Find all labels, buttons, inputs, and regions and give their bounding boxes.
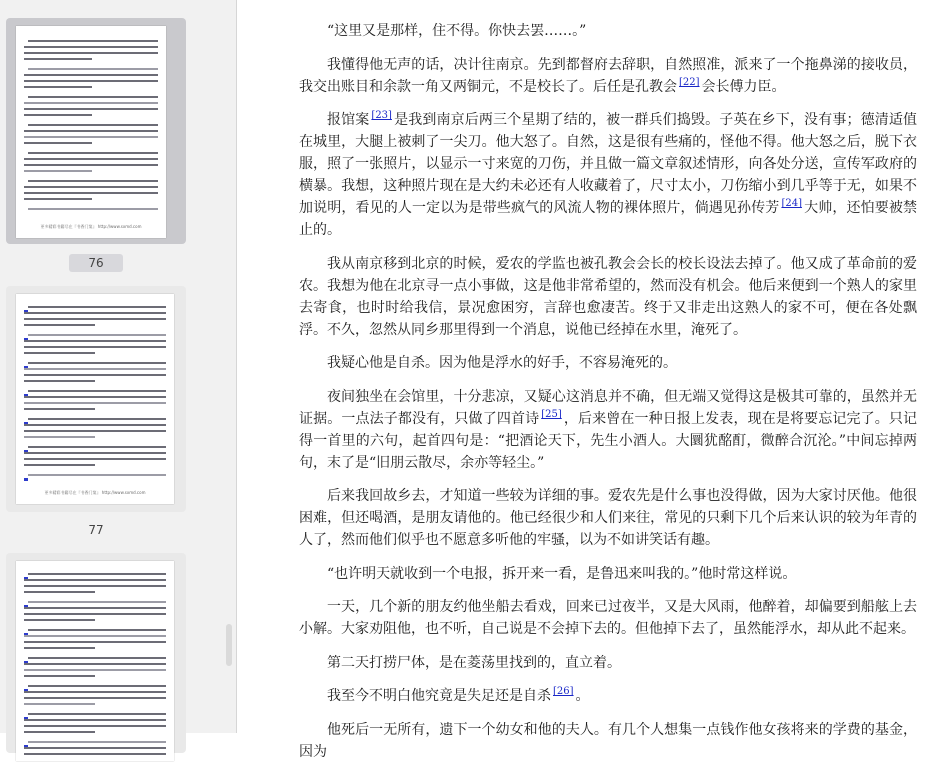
paragraph-text: 我懂得他无声的话，决计往南京。先到都督府去辞职，自然照准，派来了一个拖鼻涕的接收员，我交出账目和余款一角又两铜元，不是校长了。后任是孔教会: [299, 56, 917, 95]
thumbnail-text-line: [24, 719, 166, 721]
thumbnail-text-line: [28, 152, 158, 154]
thumbnail-text-line: [24, 585, 166, 587]
page-number-label: 77: [88, 523, 104, 537]
paragraph: [299, 719, 917, 763]
thumbnail-text-line: [24, 368, 166, 370]
thumbnail-text-line: [24, 697, 166, 699]
thumbnail-text-line: [24, 402, 166, 404]
thumbnail-text-line: [28, 334, 166, 336]
thumbnail-text-line: [24, 464, 95, 466]
thumbnail-text-line: [24, 424, 166, 426]
thumbnail-text-line: [24, 452, 166, 454]
thumbnail-text-line: [28, 40, 158, 42]
thumbnail-sidebar: [0, 0, 237, 733]
footnote-link-23[interactable]: [23]: [371, 110, 392, 122]
paragraph-text: 第二天打捞尸体，是在菱荡里找到的，直立着。: [327, 654, 621, 671]
thumbnail-text-line: [24, 725, 166, 727]
paragraph: [299, 652, 917, 674]
paragraph: [299, 596, 917, 640]
paragraph-text: 我从南京移到北京的时候，爱农的学监也被孔教会会长的校长设法去掉了。他又成了革命前的爱农。我想为他在北京寻一点小事做，这是他非常希望的，然而没有机会。他后来便到一个熟人的家里去寄食，也时时给我信，景况愈困穷，言辞也愈凄苦。终于又非走出这熟人的家不可，便在各处飘浮。不久，忽然从同乡那里得到一个消息，说他已经掉在水里，淹死了。: [299, 255, 917, 338]
thumbnail-text-line: [28, 362, 166, 364]
paragraph-text: ，后来曾在一种日报上发表，现在是将要忘记完了。只记得一首里的六句，起首四句是：“把酒论天下，先生小酒人。大圜犹酩酊，微醉合沉沦。”中间忘掉两句，末了是“旧朋云散尽，余亦等轻尘。”: [299, 410, 918, 471]
thumbnail-text-line: [24, 731, 95, 733]
thumbnail-text-line: [24, 430, 166, 432]
thumbnail-text-line: [24, 192, 158, 194]
thumbnail-text-line: [28, 629, 166, 631]
thumbnail-text-line: [24, 691, 166, 693]
thumbnail-text-line: [24, 186, 158, 188]
page-thumbnail-77[interactable]: [6, 286, 186, 512]
paragraph: [299, 685, 917, 707]
thumbnail-text-line: [24, 436, 95, 438]
paragraph: [299, 386, 917, 474]
paragraph: [299, 253, 917, 341]
thumbnail-text-line: [28, 418, 166, 420]
thumbnail-text-line: [28, 390, 166, 392]
thumbnail-text-line: [28, 124, 158, 126]
document-page-text: [299, 20, 917, 774]
thumbnail-text-line: [24, 675, 95, 677]
thumbnail-text-line: [24, 102, 158, 104]
thumbnail-text-line: [24, 108, 158, 110]
thumbnail-text-line: [24, 142, 92, 144]
thumbnail-text-line: [24, 380, 95, 382]
thumbnail-text-line: [24, 114, 92, 116]
thumbnail-text-line: [24, 607, 166, 609]
thumbnail-text-line: [24, 458, 166, 460]
thumbnail-text-line: [24, 641, 166, 643]
thumbnail-text-line: [24, 74, 158, 76]
thumbnail-text-line: [28, 474, 166, 476]
thumbnail-text-line: [24, 619, 95, 621]
thumbnail-text-line: [24, 663, 166, 665]
thumbnail-text-line: [24, 703, 95, 705]
paragraph-text: 他死后一无所有，遗下一个幼女和他的夫人。有几个人想集一点钱作他女孩将来的学费的基金，因为: [299, 721, 917, 760]
page-thumbnail-76[interactable]: [6, 18, 186, 244]
thumbnail-text-line: [24, 130, 158, 132]
thumbnail-text-line: [24, 613, 166, 615]
paragraph: [299, 563, 917, 585]
paragraph-text: 后来我回故乡去，才知道一些较为详细的事。爱农先是什么事也没得做，因为大家讨厌他。他很困难，但还喝酒，是朋友请他的。他已经很少和人们来往，常见的只剩下几个后来认识的较为年青的人了，然而他们似乎也不愿意多听他的牢骚，以为不如讲笑话有趣。: [299, 488, 917, 548]
thumbnail-text-line: [24, 579, 166, 581]
sidebar-scrollbar[interactable]: [226, 624, 232, 666]
thumbnail-text-line: [24, 591, 95, 593]
thumbnail-text-line: [24, 80, 158, 82]
thumbnail-text-line: [24, 346, 166, 348]
thumbnail-footer: 更多精彩书籍尽在『书香门第』 http://www.sxmd.com: [44, 490, 146, 495]
thumbnail-text-line: [28, 96, 158, 98]
page-thumbnail-image: [16, 294, 174, 504]
paragraph: [299, 109, 917, 241]
document-view: [237, 0, 934, 760]
thumbnail-text-line: [24, 52, 158, 54]
paragraph-text: 我疑心他是自杀。因为他是浮水的好手，不容易淹死的。: [327, 355, 677, 371]
paragraph-text: 。: [575, 688, 590, 704]
page-number-label: 76: [69, 254, 123, 272]
paragraph-text: 一天，几个新的朋友约他坐船去看戏，回来已过夜半，又是大风雨，他醉着，却偏要到船舷上去小解。大家劝阻他，也不听，自己说是不会掉下去的。但他掉下去了，虽然能浮水，却从此不起来。: [299, 599, 917, 637]
thumbnail-text-line: [24, 669, 166, 671]
thumbnail-footnote-mark: [24, 478, 28, 481]
thumbnail-text-line: [24, 136, 158, 138]
thumbnail-text-line: [28, 657, 166, 659]
thumbnail-text-line: [28, 68, 158, 70]
thumbnail-text-line: [24, 374, 166, 376]
paragraph-text: 我至今不明白他究竟是失足还是自杀: [327, 688, 551, 704]
footnote-link-24[interactable]: [24]: [781, 198, 802, 210]
paragraph-text: 报馆案: [327, 112, 370, 128]
paragraph-text: “也许明天就收到一个电报，拆开来一看，是鲁迅来叫我的。”他时常这样说。: [327, 565, 797, 582]
thumbnail-text-line: [24, 164, 158, 166]
thumbnail-footer: 更多精彩书籍尽在『书香门第』 http://www.sxmd.com: [40, 224, 142, 229]
footnote-link-22[interactable]: [22]: [679, 76, 700, 88]
thumbnail-text-line: [24, 635, 166, 637]
thumbnail-text-line: [24, 352, 95, 354]
thumbnail-text-line: [24, 46, 158, 48]
thumbnail-text-line: [24, 324, 95, 326]
footnote-link-25[interactable]: [25]: [541, 408, 562, 420]
paragraph-text: “这里又是那样，住不得。你快去罢……。”: [327, 23, 587, 39]
thumbnail-text-line: [28, 573, 166, 575]
paragraph-text: 是我到南京后两三个星期了结的，被一群兵们捣毁。子英在乡下，没有事；德清适值在城里，大腿上被刺了一尖刀。他大怒了。自然，这是很有些痛的，怪他不得。他大怒之后，脱下衣服，照了一张照片，以显示一寸来宽的刀伤，并且做一篇文章叙述情形，向各处分送，宣传军政府的横暴。我想，这种照片现在是大约未必还有人收藏着了，尺寸太小，刀伤缩小到几乎等于无，如果不加说明，看见的人一定以为是带些疯气的风流人物的裸体照片，倘遇见孙传芳: [299, 112, 918, 216]
paragraph: [299, 54, 917, 98]
paragraph-text: 会长傅力臣。: [701, 78, 786, 95]
thumbnail-text-line: [24, 753, 166, 755]
paragraph-text: 夜间独坐在会馆里，十分悲凉，又疑心这消息并不确，但无端又觉得这是极其可靠的，虽然并无证据。一点法子都没有，只做了四首诗: [299, 388, 917, 427]
thumbnail-text-line: [24, 86, 92, 88]
thumbnail-text-line: [28, 685, 166, 687]
thumbnail-text-line: [28, 208, 158, 210]
thumbnail-text-line: [28, 713, 166, 715]
thumbnail-text-line: [28, 601, 166, 603]
thumbnail-text-line: [28, 741, 166, 743]
thumbnail-text-line: [24, 312, 166, 314]
page-thumbnail-image: [16, 26, 166, 238]
thumbnail-text-line: [24, 158, 158, 160]
paragraph: [299, 20, 917, 42]
paragraph-text: 大帅，还怕要被禁止的。: [299, 200, 918, 238]
paragraph: [299, 352, 917, 374]
page-thumbnail-image: [16, 561, 174, 761]
thumbnail-text-line: [24, 198, 92, 200]
thumbnail-text-line: [28, 446, 166, 448]
thumbnail-text-line: [24, 408, 95, 410]
thumbnail-text-line: [24, 58, 92, 60]
footnote-link-26[interactable]: [26]: [553, 686, 574, 698]
paragraph: [299, 485, 917, 551]
thumbnail-text-line: [24, 396, 166, 398]
thumbnail-text-line: [24, 170, 92, 172]
thumbnail-text-line: [24, 340, 166, 342]
thumbnail-text-line: [24, 647, 95, 649]
thumbnail-text-line: [28, 180, 158, 182]
page-thumbnail-78[interactable]: [6, 553, 186, 753]
thumbnail-text-line: [28, 306, 166, 308]
thumbnail-text-line: [24, 747, 166, 749]
thumbnail-text-line: [24, 318, 166, 320]
